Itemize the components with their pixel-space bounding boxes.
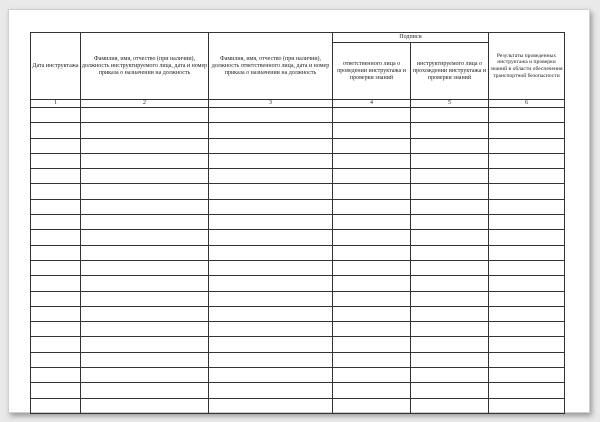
table-cell: [333, 322, 411, 337]
table-cell: [31, 352, 81, 367]
column-number: 5: [411, 100, 489, 108]
table-cell: [209, 352, 333, 367]
table-cell: [333, 184, 411, 199]
table-cell: [31, 398, 81, 413]
table-cell: [81, 322, 209, 337]
column-number-row: [31, 100, 565, 108]
table-row: [31, 398, 565, 413]
header-trainee: Фамилия, имя, отчество (при наличии), должность инструктируемого лица, дата и номер приказа о назначении на должность: [81, 33, 209, 100]
table-cell: [81, 230, 209, 245]
table-cell: [333, 123, 411, 138]
header-results: Результаты проведенных инструктажа и проверки знаний в области обеспечения транспортной безопасности: [489, 33, 565, 100]
table-cell: [31, 260, 81, 275]
table-cell: [333, 368, 411, 383]
table-row: [31, 108, 565, 123]
table-cell: [31, 383, 81, 398]
table-cell: [81, 368, 209, 383]
table-cell: [209, 123, 333, 138]
table-cell: [489, 398, 565, 413]
column-number: 1: [31, 100, 81, 108]
table-cell: [81, 383, 209, 398]
table-cell: [333, 352, 411, 367]
table-cell: [209, 108, 333, 123]
table-cell: [333, 276, 411, 291]
table-cell: [489, 184, 565, 199]
table-row: [31, 230, 565, 245]
table-row: [31, 153, 565, 168]
table-cell: [31, 215, 81, 230]
table-cell: [31, 138, 81, 153]
log-body: [31, 108, 565, 414]
table-cell: [333, 138, 411, 153]
table-cell: [209, 230, 333, 245]
table-cell: [489, 138, 565, 153]
table-cell: [489, 322, 565, 337]
table-cell: [333, 169, 411, 184]
table-cell: [333, 291, 411, 306]
table-cell: [81, 138, 209, 153]
header-responsible: Фамилия, имя, отчество (при наличии), должность ответственного лица, дата и номер приказа о назначении на должность: [209, 33, 333, 100]
table-cell: [31, 306, 81, 321]
table-cell: [209, 138, 333, 153]
table-cell: [209, 199, 333, 214]
table-cell: [209, 291, 333, 306]
table-cell: [31, 337, 81, 352]
table-cell: [489, 276, 565, 291]
column-number: 6: [489, 100, 565, 108]
table-cell: [31, 245, 81, 260]
table-row: [31, 169, 565, 184]
table-cell: [411, 260, 489, 275]
table-cell: [489, 260, 565, 275]
table-cell: [411, 215, 489, 230]
table-cell: [489, 215, 565, 230]
document-page: [8, 9, 590, 413]
table-row: [31, 245, 565, 260]
table-cell: [489, 337, 565, 352]
table-row: [31, 123, 565, 138]
table-row: [31, 337, 565, 352]
table-cell: [489, 169, 565, 184]
table-cell: [411, 337, 489, 352]
table-cell: [81, 276, 209, 291]
table-cell: [333, 153, 411, 168]
table-cell: [81, 215, 209, 230]
column-number: 3: [209, 100, 333, 108]
header-signatures-group: Подписи: [333, 33, 489, 43]
column-number: 2: [81, 100, 209, 108]
table-cell: [411, 291, 489, 306]
table-cell: [81, 260, 209, 275]
table-cell: [81, 352, 209, 367]
table-row: [31, 291, 565, 306]
table-cell: [333, 215, 411, 230]
table-cell: [209, 153, 333, 168]
table-cell: [31, 230, 81, 245]
header-signature-responsible: ответственного лица о проведении инструктажа и проверки знаний: [333, 43, 411, 100]
table-cell: [209, 260, 333, 275]
table-cell: [411, 230, 489, 245]
table-cell: [489, 368, 565, 383]
table-row: [31, 322, 565, 337]
table-cell: [209, 383, 333, 398]
table-cell: [81, 398, 209, 413]
table-row: [31, 368, 565, 383]
table-cell: [81, 245, 209, 260]
table-cell: [81, 169, 209, 184]
table-cell: [209, 215, 333, 230]
table-cell: [411, 199, 489, 214]
table-cell: [31, 322, 81, 337]
header-signature-trainee: инструктируемого лица о прохождении инструктажа и проверки знаний: [411, 43, 489, 100]
table-row: [31, 215, 565, 230]
table-cell: [209, 184, 333, 199]
briefing-log-table: [30, 32, 565, 414]
table-cell: [333, 383, 411, 398]
table-cell: [31, 153, 81, 168]
table-cell: [209, 169, 333, 184]
table-cell: [209, 245, 333, 260]
table-cell: [333, 108, 411, 123]
table-cell: [81, 123, 209, 138]
table-cell: [81, 337, 209, 352]
table-cell: [333, 230, 411, 245]
table-cell: [411, 153, 489, 168]
table-cell: [489, 123, 565, 138]
table-cell: [489, 291, 565, 306]
table-cell: [31, 291, 81, 306]
table-row: [31, 306, 565, 321]
table-cell: [209, 306, 333, 321]
table-cell: [333, 306, 411, 321]
table-cell: [333, 199, 411, 214]
table-cell: [333, 398, 411, 413]
table-cell: [411, 108, 489, 123]
header-date: Дата инструктажа: [31, 33, 81, 100]
table-row: [31, 260, 565, 275]
table-cell: [411, 169, 489, 184]
table-cell: [411, 352, 489, 367]
table-cell: [489, 245, 565, 260]
table-cell: [209, 337, 333, 352]
column-number: 4: [333, 100, 411, 108]
table-cell: [411, 276, 489, 291]
table-cell: [411, 138, 489, 153]
table-row: [31, 199, 565, 214]
table-cell: [489, 199, 565, 214]
table-cell: [81, 306, 209, 321]
table-cell: [489, 306, 565, 321]
table-cell: [31, 368, 81, 383]
table-cell: [489, 153, 565, 168]
table-cell: [31, 108, 81, 123]
table-cell: [209, 276, 333, 291]
table-cell: [81, 108, 209, 123]
table-cell: [81, 184, 209, 199]
table-cell: [209, 398, 333, 413]
table-row: [31, 138, 565, 153]
table-cell: [489, 383, 565, 398]
table-cell: [411, 184, 489, 199]
table-cell: [31, 276, 81, 291]
table-cell: [81, 153, 209, 168]
table-cell: [411, 306, 489, 321]
table-row: [31, 383, 565, 398]
table-cell: [411, 383, 489, 398]
table-cell: [411, 398, 489, 413]
table-cell: [333, 260, 411, 275]
table-cell: [333, 337, 411, 352]
table-cell: [81, 199, 209, 214]
table-cell: [333, 245, 411, 260]
table-cell: [31, 123, 81, 138]
table-cell: [411, 322, 489, 337]
table-row: [31, 352, 565, 367]
table-cell: [31, 184, 81, 199]
table-cell: [489, 352, 565, 367]
table-cell: [81, 291, 209, 306]
table-row: [31, 276, 565, 291]
table-cell: [411, 368, 489, 383]
table-cell: [31, 169, 81, 184]
table-cell: [31, 199, 81, 214]
table-cell: [209, 368, 333, 383]
table-cell: [411, 123, 489, 138]
table-cell: [411, 245, 489, 260]
table-cell: [489, 108, 565, 123]
table-row: [31, 184, 565, 199]
table-cell: [209, 322, 333, 337]
table-cell: [489, 230, 565, 245]
